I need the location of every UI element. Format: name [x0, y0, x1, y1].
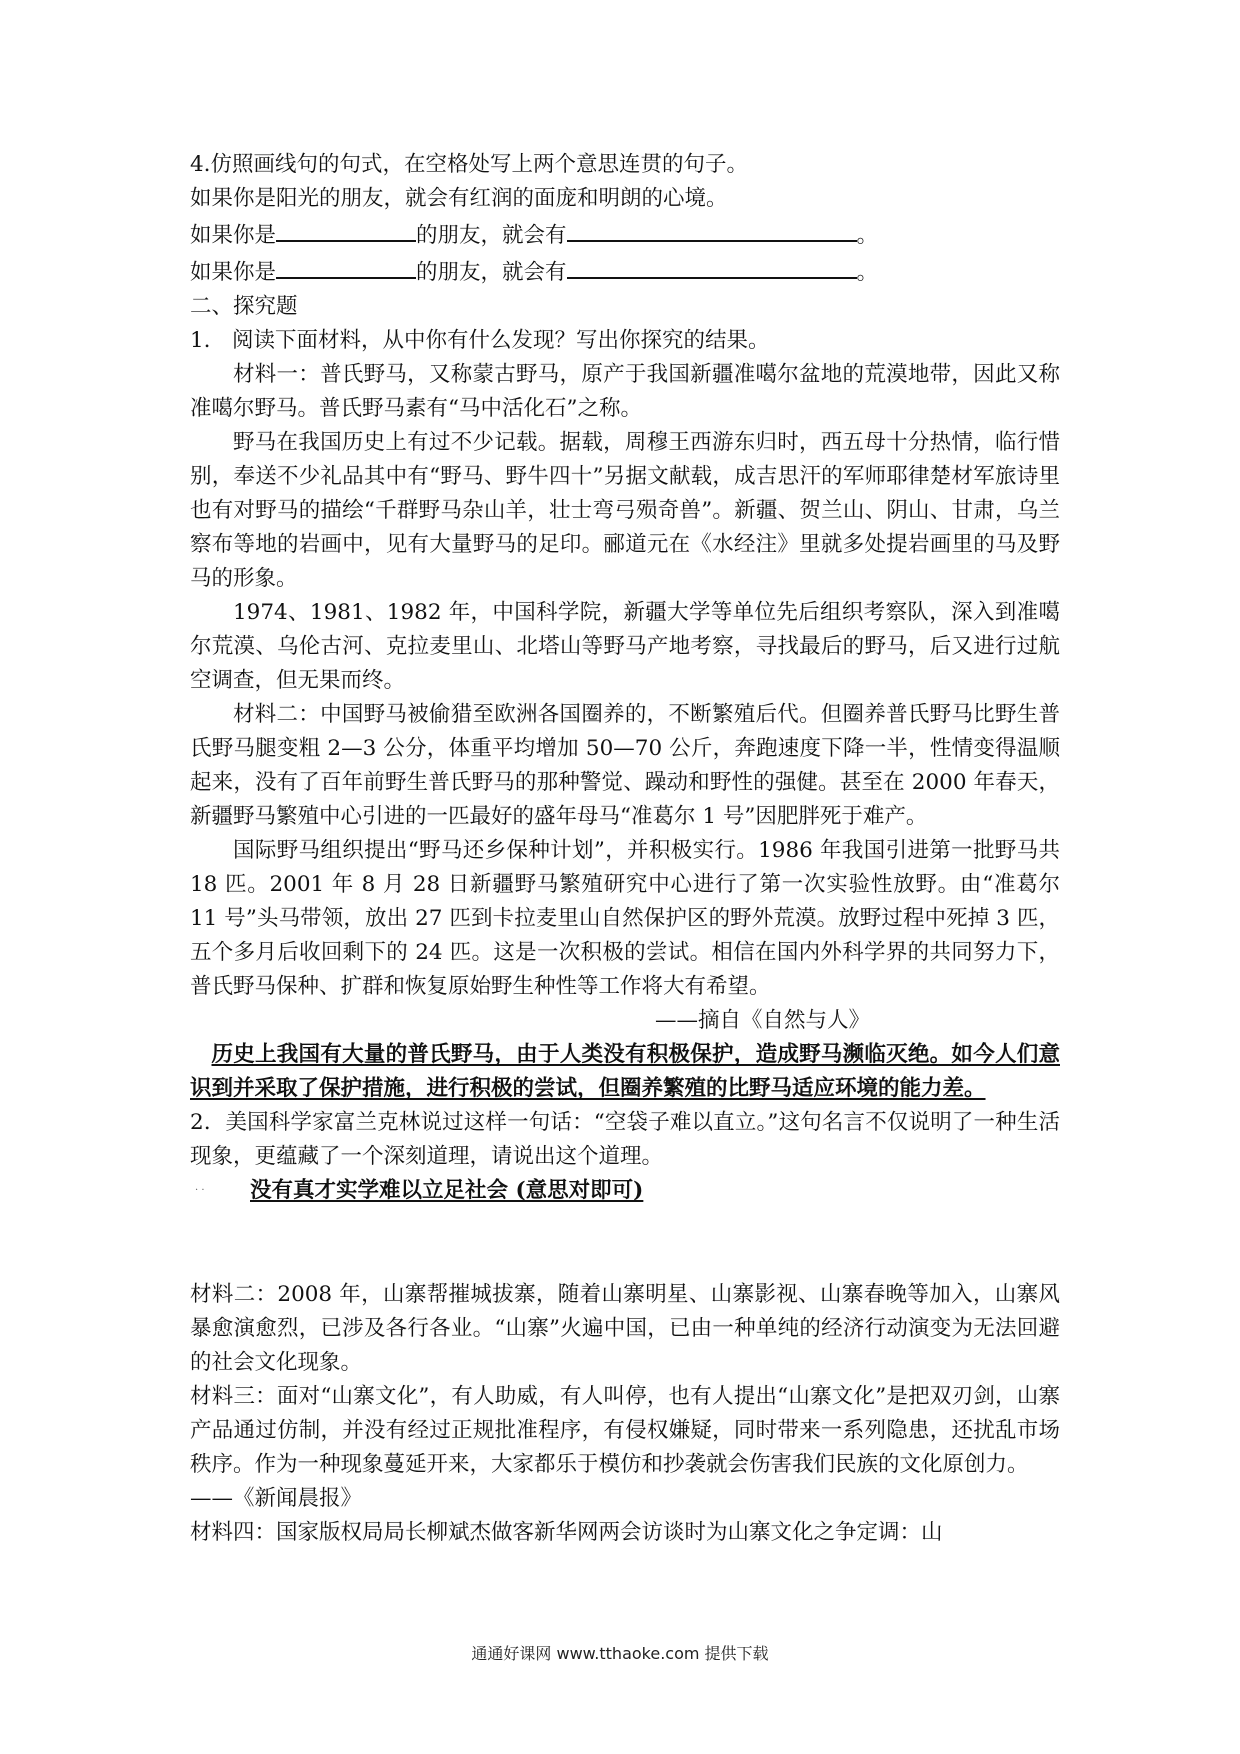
later-material-3: 材料三：面对“山寨文化”，有人助威，有人叫停，也有人提出“山寨文化”是把双刃剑，山寨产品通过仿制，并没有经过正规批准程序，有侵权嫌疑，同时带来一系列隐患，还扰乱市场秩序。作为一种现象蔓延开来，大家都乐于模仿和抄袭就会伤害我们民族的文化原创力。: [190, 1384, 1060, 1477]
q2-answer: 没有真才实学难以立足社会 (意思对即可): [250, 1178, 644, 1203]
document-body: [190, 148, 1060, 1550]
q4-line-text-start: 如果你是: [190, 223, 277, 248]
scan-mark: · ·: [195, 1185, 205, 1196]
page-footer: 通通好课网 www.tthaoke.com 提供下载: [471, 1644, 769, 1663]
answer-blank[interactable]: [276, 253, 416, 279]
q1-paragraph-5: 国际野马组织提出“野马还乡保种计划”，并积极实行。1986 年我国引进第一批野马共 18 匹。2001 年 8 月 28 日新疆野马繁殖研究中心进行了第一次实验性放野。由“准葛尔 11 号”头马带领，放出 27 匹到卡拉麦里山自然保护区的野外荒漠。放野过程中死掉 3 匹，五个多月后收回剩下的 24 匹。这是一次积极的尝试。相信在国内外科学界的共同努力下，普氏野马保种、扩群和恢复原始野生种性等工作将大有希望。: [190, 838, 1060, 999]
q4-line-text-end: 。: [856, 260, 879, 285]
q1-answer: 历史上我国有大量的普氏野马，由于人类没有积极保护，造成野马濒临灭绝。如今人们意识到并采取了保护措施，进行积极的尝试，但圈养繁殖的比野马适应环境的能力差。: [190, 1042, 1060, 1101]
q4-example: 如果你是阳光的朋友，就会有红润的面庞和明朗的心境。: [190, 186, 728, 211]
answer-blank[interactable]: [567, 216, 857, 242]
q4-line-text-mid: 的朋友，就会有: [416, 223, 567, 248]
answer-blank[interactable]: [567, 253, 857, 279]
spacer: [190, 1208, 1060, 1278]
q1-material-2: 材料二：中国野马被偷猎至欧洲各国圈养的，不断繁殖后代。但圈养普氏野马比野生普氏野马腿变粗 2—3 公分，体重平均增加 50—70 公斤，奔跑速度下降一半，性情变得温顺起来，没有了百年前野生普氏野马的那种警觉、躁动和野性的强健。甚至在 2000 年春天，新疆野马繁殖中心引进的一匹最好的盛年母马“准葛尔 1 号”因肥胖死于难产。: [190, 702, 1060, 829]
q4-line-text-start: 如果你是: [190, 260, 277, 285]
q4-fill-line-2: [190, 253, 1060, 290]
q4-line-text-mid: 的朋友，就会有: [416, 260, 567, 285]
q1-material-1: 材料一：普氏野马，又称蒙古野马，原产于我国新疆准噶尔盆地的荒漠地带，因此又称准噶尔野马。普氏野马素有“马中活化石”之称。: [190, 362, 1060, 421]
q2-answer-line: [190, 1174, 1060, 1208]
q1-source: ——摘自《自然与人》: [654, 1008, 870, 1033]
q4-line-text-end: 。: [856, 223, 879, 248]
q1-prompt: 1. 阅读下面材料，从中你有什么发现？写出你探究的结果。: [190, 328, 770, 353]
q1-paragraph-2: 野马在我国历史上有过不少记载。据载，周穆王西游东归时，西五母十分热情，临行惜别，奉送不少礼品其中有“野马、野牛四十”另据文献载，成吉思汗的军师耶律楚材军旅诗里也有对野马的描绘“千群野马杂山羊，壮士弯弓殒奇兽”。新疆、贺兰山、阴山、甘肃，乌兰察布等地的岩画中，见有大量野马的足印。郦道元在《水经注》里就多处提岩画里的马及野马的形象。: [190, 430, 1060, 591]
q1-paragraph-3: 1974、1981、1982 年，中国科学院，新疆大学等单位先后组织考察队，深入到准噶尔荒漠、乌伦古河、克拉麦里山、北塔山等野马产地考察，寻找最后的野马，后又进行过航空调查，但无果而终。: [190, 600, 1060, 693]
answer-blank[interactable]: [276, 216, 416, 242]
later-material-2: 材料二：2008 年，山寨帮摧城拔寨，随着山寨明星、山寨影视、山寨春晚等加入，山寨风暴愈演愈烈，已涉及各行各业。“山寨”火遍中国，已由一种单纯的经济行动演变为无法回避的社会文化现象。: [190, 1282, 1060, 1375]
later-material-4: 材料四：国家版权局局长柳斌杰做客新华网两会访谈时为山寨文化之争定调：山: [190, 1520, 943, 1545]
q2-prompt: 2．美国科学家富兰克林说过这样一句话：“空袋子难以直立。”这句名言不仅说明了一种生活现象，更蕴藏了一个深刻道理，请说出这个道理。: [190, 1110, 1060, 1169]
section-heading: 二、探究题: [190, 294, 298, 319]
q4-fill-line-1: [190, 216, 1060, 253]
q4-prompt: 4.仿照画线句的句式，在空格处写上两个意思连贯的句子。: [190, 152, 749, 177]
later-source: ——《新闻晨报》: [190, 1486, 363, 1511]
